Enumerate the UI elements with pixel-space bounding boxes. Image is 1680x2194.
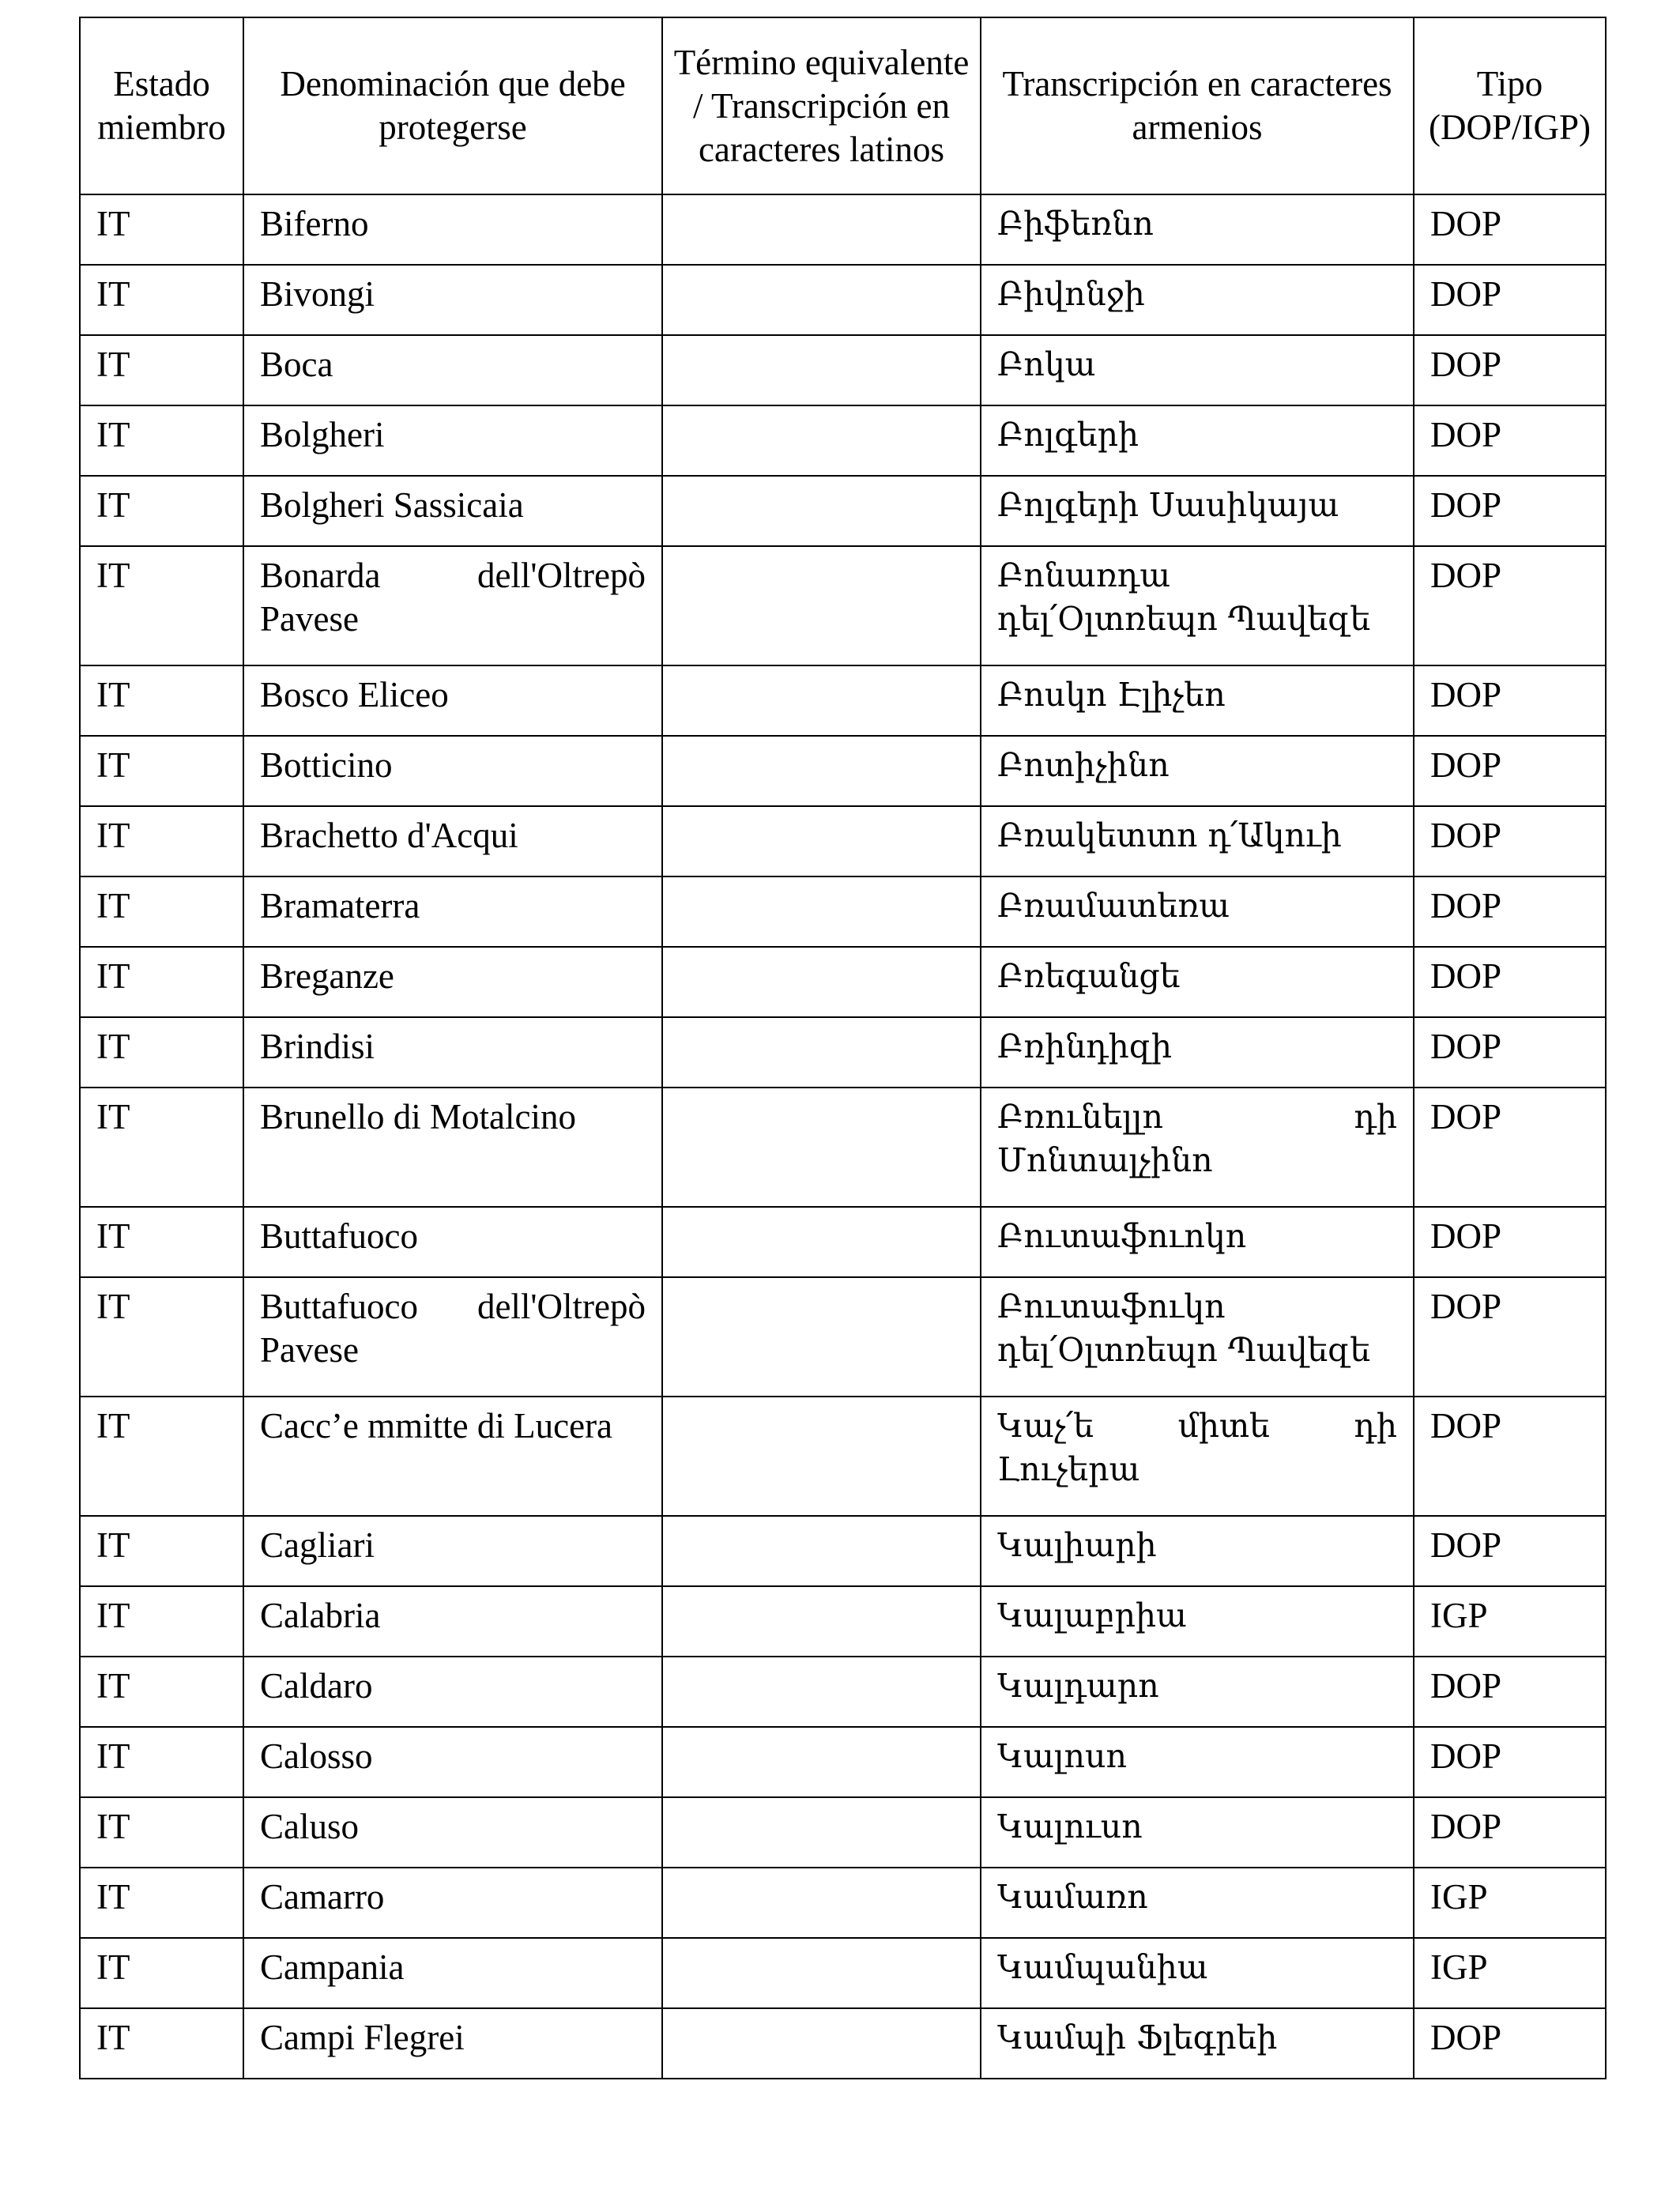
cell-state: IT: [80, 1797, 243, 1868]
cell-type: DOP: [1414, 876, 1606, 947]
cell-state: IT: [80, 1657, 243, 1727]
cell-type: DOP: [1414, 1797, 1606, 1868]
cell-name: Campi Flegrei: [243, 2008, 662, 2079]
table-row: [80, 194, 1606, 265]
cell-armenian: Կալոսո: [981, 1727, 1414, 1797]
cell-armenian: Բիվոնջի: [981, 265, 1414, 335]
cell-name: Bramaterra: [243, 876, 662, 947]
table-row: [80, 476, 1606, 546]
cell-equivalent: [662, 1397, 981, 1516]
cell-type: DOP: [1414, 265, 1606, 335]
cell-state: IT: [80, 1938, 243, 2008]
cell-state: IT: [80, 876, 243, 947]
cell-name: Cacc’e mmitte di Lucera: [243, 1397, 662, 1516]
cell-armenian: Կալիարի: [981, 1516, 1414, 1586]
cell-state: IT: [80, 1727, 243, 1797]
cell-state: IT: [80, 806, 243, 876]
cell-type: DOP: [1414, 947, 1606, 1017]
cell-armenian: Կաչ՛ե միտե դի Լուչերա: [981, 1397, 1414, 1516]
cell-state: IT: [80, 1017, 243, 1088]
table-row: [80, 1516, 1606, 1586]
cell-state: IT: [80, 947, 243, 1017]
cell-equivalent: [662, 1277, 981, 1397]
table-row: [80, 1397, 1606, 1516]
table-row: [80, 1938, 1606, 2008]
table-row: [80, 736, 1606, 806]
table-row: [80, 1727, 1606, 1797]
cell-state: IT: [80, 546, 243, 665]
cell-armenian: Բոլգերի Սասիկայա: [981, 476, 1414, 546]
cell-armenian: Կալուսո: [981, 1797, 1414, 1868]
cell-name: Brunello di Motalcino: [243, 1088, 662, 1207]
cell-equivalent: [662, 335, 981, 405]
cell-armenian: Կալաբրիա: [981, 1586, 1414, 1657]
cell-equivalent: [662, 265, 981, 335]
cell-state: IT: [80, 1516, 243, 1586]
cell-equivalent: [662, 1727, 981, 1797]
cell-state: IT: [80, 1207, 243, 1277]
table-row: [80, 546, 1606, 665]
header-name: Denominación que debe protegerse: [243, 17, 662, 194]
cell-equivalent: [662, 736, 981, 806]
cell-type: DOP: [1414, 335, 1606, 405]
table-row: [80, 1868, 1606, 1938]
cell-name: Botticino: [243, 736, 662, 806]
table-row: [80, 1797, 1606, 1868]
table-header: [80, 17, 1606, 194]
cell-equivalent: [662, 1938, 981, 2008]
cell-armenian: Բռեգանցե: [981, 947, 1414, 1017]
cell-type: DOP: [1414, 2008, 1606, 2079]
cell-type: DOP: [1414, 476, 1606, 546]
cell-equivalent: [662, 1516, 981, 1586]
header-row: [80, 17, 1606, 194]
cell-name: Breganze: [243, 947, 662, 1017]
cell-equivalent: [662, 1657, 981, 1727]
cell-equivalent: [662, 476, 981, 546]
cell-type: DOP: [1414, 736, 1606, 806]
cell-type: IGP: [1414, 1586, 1606, 1657]
table-row: [80, 665, 1606, 736]
cell-state: IT: [80, 665, 243, 736]
cell-type: DOP: [1414, 1657, 1606, 1727]
cell-name: Cagliari: [243, 1516, 662, 1586]
cell-state: IT: [80, 194, 243, 265]
cell-state: IT: [80, 265, 243, 335]
cell-equivalent: [662, 806, 981, 876]
cell-armenian: Բռակետտո դ՛Ակուի: [981, 806, 1414, 876]
gi-table: [79, 17, 1607, 2079]
cell-type: DOP: [1414, 1516, 1606, 1586]
cell-equivalent: [662, 1088, 981, 1207]
table-row: [80, 265, 1606, 335]
table-row: [80, 2008, 1606, 2079]
table-row: [80, 1586, 1606, 1657]
cell-equivalent: [662, 1868, 981, 1938]
cell-equivalent: [662, 405, 981, 476]
cell-name: Biferno: [243, 194, 662, 265]
cell-name: Brachetto d'Acqui: [243, 806, 662, 876]
table-row: [80, 806, 1606, 876]
cell-name: Bivongi: [243, 265, 662, 335]
cell-name: Bonarda dell'Oltrepò Pavese: [243, 546, 662, 665]
cell-type: DOP: [1414, 665, 1606, 736]
table-row: [80, 405, 1606, 476]
cell-name: Brindisi: [243, 1017, 662, 1088]
cell-name: Caldaro: [243, 1657, 662, 1727]
cell-equivalent: [662, 876, 981, 947]
cell-state: IT: [80, 335, 243, 405]
cell-armenian: Բոնառդա դել՛Օլտռեպո Պավեզե: [981, 546, 1414, 665]
cell-state: IT: [80, 1868, 243, 1938]
cell-name: Bolgheri Sassicaia: [243, 476, 662, 546]
cell-state: IT: [80, 476, 243, 546]
table-row: [80, 1088, 1606, 1207]
cell-state: IT: [80, 2008, 243, 2079]
cell-equivalent: [662, 194, 981, 265]
cell-type: DOP: [1414, 1397, 1606, 1516]
header-type: Tipo (DOP/IGP): [1414, 17, 1606, 194]
cell-armenian: Կամառո: [981, 1868, 1414, 1938]
table-row: [80, 876, 1606, 947]
cell-name: Bosco Eliceo: [243, 665, 662, 736]
cell-state: IT: [80, 1586, 243, 1657]
cell-name: Bolgheri: [243, 405, 662, 476]
cell-name: Caluso: [243, 1797, 662, 1868]
cell-type: DOP: [1414, 405, 1606, 476]
cell-armenian: Կամպի Ֆլեգրեի: [981, 2008, 1414, 2079]
cell-type: DOP: [1414, 194, 1606, 265]
cell-equivalent: [662, 947, 981, 1017]
cell-type: DOP: [1414, 806, 1606, 876]
cell-type: IGP: [1414, 1938, 1606, 2008]
cell-name: Campania: [243, 1938, 662, 2008]
cell-armenian: Բուտաֆուկո դել՛Օլտռեպո Պավեզե: [981, 1277, 1414, 1397]
cell-name: Calabria: [243, 1586, 662, 1657]
cell-armenian: Բռինդիզի: [981, 1017, 1414, 1088]
cell-equivalent: [662, 665, 981, 736]
cell-name: Calosso: [243, 1727, 662, 1797]
cell-armenian: Կամպանիա: [981, 1938, 1414, 2008]
cell-equivalent: [662, 1797, 981, 1868]
header-state: Estado miembro: [80, 17, 243, 194]
cell-type: DOP: [1414, 1207, 1606, 1277]
table-row: [80, 1207, 1606, 1277]
table-row: [80, 947, 1606, 1017]
cell-equivalent: [662, 2008, 981, 2079]
cell-armenian: Բոլգերի: [981, 405, 1414, 476]
cell-type: DOP: [1414, 1088, 1606, 1207]
table-body: [80, 194, 1606, 2079]
header-equivalent: Término equivalente / Transcripción en caracteres latinos: [662, 17, 981, 194]
cell-armenian: Բոսկո Էլիչեո: [981, 665, 1414, 736]
cell-equivalent: [662, 1017, 981, 1088]
cell-name: Camarro: [243, 1868, 662, 1938]
cell-armenian: Կալդարո: [981, 1657, 1414, 1727]
cell-armenian: Բռամատեռա: [981, 876, 1414, 947]
cell-state: IT: [80, 405, 243, 476]
cell-armenian: Բռունելլո դի Մոնտալչինո: [981, 1088, 1414, 1207]
cell-name: Buttafuoco: [243, 1207, 662, 1277]
cell-type: DOP: [1414, 546, 1606, 665]
table-row: [80, 1657, 1606, 1727]
cell-name: Buttafuoco dell'Oltrepò Pavese: [243, 1277, 662, 1397]
cell-armenian: Բոկա: [981, 335, 1414, 405]
cell-state: IT: [80, 736, 243, 806]
cell-armenian: Բոտիչինո: [981, 736, 1414, 806]
table-row: [80, 335, 1606, 405]
cell-type: DOP: [1414, 1727, 1606, 1797]
cell-state: IT: [80, 1088, 243, 1207]
cell-armenian: Բուտաֆուոկո: [981, 1207, 1414, 1277]
cell-type: IGP: [1414, 1868, 1606, 1938]
cell-type: DOP: [1414, 1277, 1606, 1397]
cell-state: IT: [80, 1397, 243, 1516]
table-row: [80, 1277, 1606, 1397]
cell-equivalent: [662, 1207, 981, 1277]
cell-state: IT: [80, 1277, 243, 1397]
cell-equivalent: [662, 1586, 981, 1657]
cell-armenian: Բիֆեռնո: [981, 194, 1414, 265]
cell-name: Boca: [243, 335, 662, 405]
cell-type: DOP: [1414, 1017, 1606, 1088]
table-row: [80, 1017, 1606, 1088]
cell-equivalent: [662, 546, 981, 665]
header-armenian: Transcripción en caracteres armenios: [981, 17, 1414, 194]
